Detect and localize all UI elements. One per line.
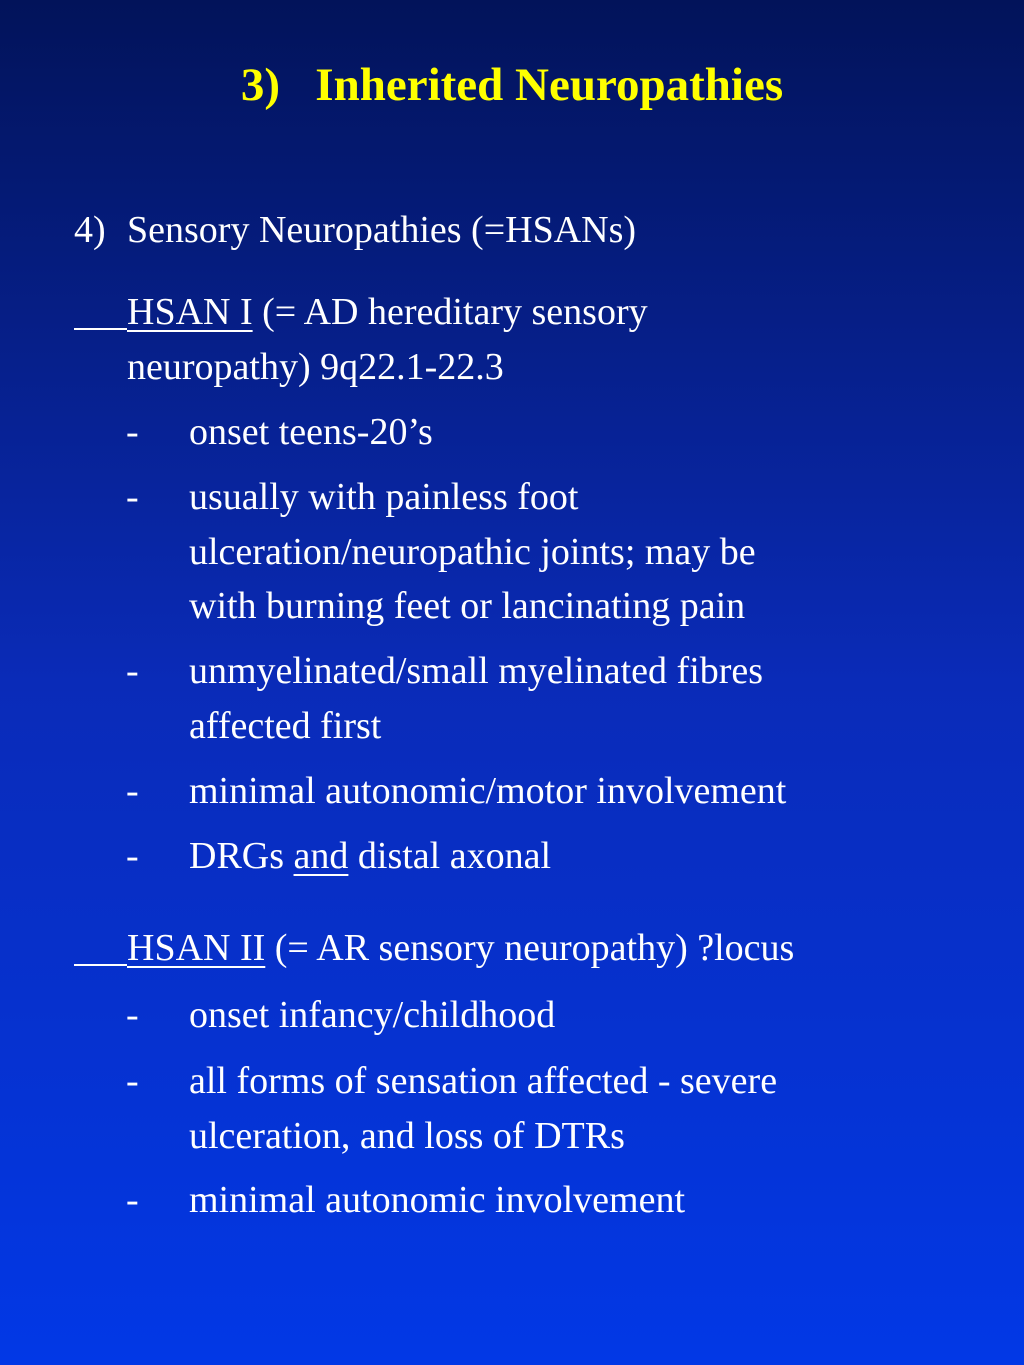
slide: 3) Inherited Neuropathies 4) Sensory Neuropathies (=HSANs) HSAN I (= AD hereditary sensory neuropathy) 9q22.1-22.3 - onset teens-20’s - usually with painless foot ulceration/neuropathic joints; may be with burning feet or lancinating pain - unmyelinated/small myelinated fibres affected first - minimal autonomic/motor involvement - DRGs and distal axonal HSAN II (= AR sensory neuropathy) ?locus - onset infancy/childhood - all forms of sensation affected - severe ulceration, and loss of DTRs - minimal autonomic involvement [0,0,1024,1365]
hsan1-description: (= AD hereditary sensory [252,291,648,333]
slide-title: 3) Inherited Neuropathies [240,59,784,111]
section-number: 4) [74,209,106,251]
underline-lead [74,964,127,966]
hsan2-description: (= AR sensory neuropathy) ?locus [265,927,795,969]
hsan1-label: HSAN I [127,291,253,333]
hsan2-label: HSAN II [127,927,266,969]
emphasis-and: and [293,835,349,877]
section-heading-text: Sensory Neuropathies (=HSANs) [127,209,637,251]
underline-lead [74,328,127,330]
